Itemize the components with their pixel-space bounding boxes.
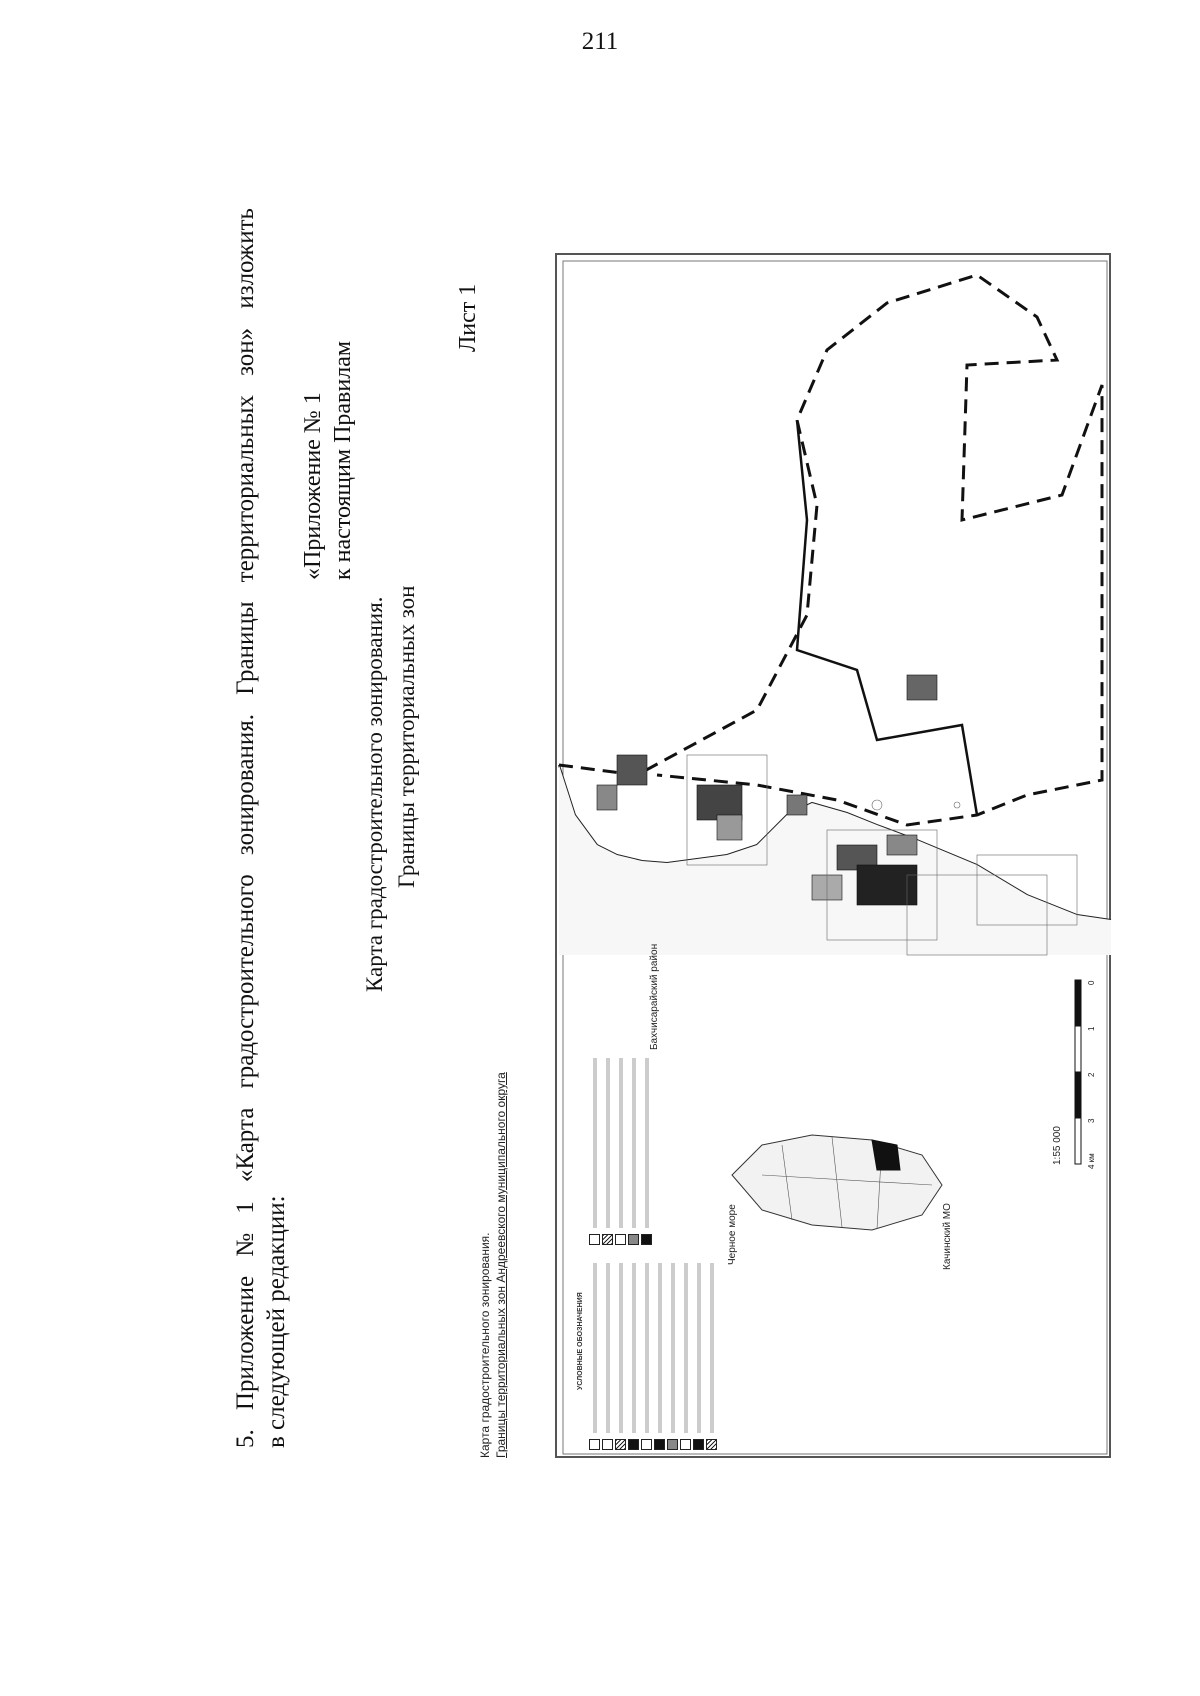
paragraph-line-2: в следующей редакции:	[263, 1195, 290, 1448]
legend-swatch	[628, 1234, 639, 1245]
para-word: изложить	[232, 208, 259, 309]
legend-item	[692, 1263, 705, 1450]
map-legend	[577, 1058, 718, 1450]
label-bakhchisaray: Бахчисарайский район	[649, 943, 660, 1050]
map-title-line-2: Границы территориальных зон	[394, 585, 419, 888]
legend-swatch	[693, 1439, 704, 1450]
legend-swatch	[589, 1234, 600, 1245]
para-word: зон»	[232, 327, 259, 376]
legend-column-1	[588, 1263, 718, 1450]
appendix-line-2: к настоящим Правилам	[330, 340, 356, 580]
legend-text	[632, 1263, 636, 1433]
legend-swatch	[615, 1234, 626, 1245]
legend-swatch	[602, 1234, 613, 1245]
legend-item	[588, 1058, 601, 1245]
legend-item	[705, 1263, 718, 1450]
legend-text	[619, 1058, 623, 1228]
inset-locator-map	[722, 1115, 952, 1245]
map-caption-2: Границы территориальных зон Андреевского муниципального округа	[494, 1072, 508, 1458]
legend-item	[614, 1263, 627, 1450]
legend-text	[606, 1263, 610, 1433]
legend-swatch	[641, 1234, 652, 1245]
legend-text	[593, 1263, 597, 1433]
para-word: зонирования.	[232, 714, 259, 856]
para-word: градостроительного	[232, 874, 259, 1089]
para-word: Границы	[232, 601, 259, 695]
label-black-sea: Черное море	[727, 1204, 738, 1265]
para-word: «Карта	[232, 1107, 259, 1183]
page-number: 211	[581, 28, 619, 55]
legend-swatch	[589, 1439, 600, 1450]
legend-swatch	[667, 1439, 678, 1450]
paragraph-line-1	[232, 208, 260, 1448]
para-word: территориальных	[232, 395, 259, 583]
legend-item	[679, 1263, 692, 1450]
para-word: Приложение	[232, 1275, 259, 1411]
para-word: №	[232, 1232, 259, 1257]
legend-text	[684, 1263, 688, 1433]
legend-swatch	[628, 1439, 639, 1450]
appendix-line-1: «Приложение № 1	[300, 392, 326, 580]
legend-swatch	[706, 1439, 717, 1450]
legend-swatch	[654, 1439, 665, 1450]
legend-text	[632, 1058, 636, 1228]
legend-text	[645, 1263, 649, 1433]
legend-text	[645, 1058, 649, 1228]
legend-item	[601, 1058, 614, 1245]
legend-text	[697, 1263, 701, 1433]
para-word: 5.	[232, 1429, 259, 1448]
legend-text	[593, 1058, 597, 1228]
legend-swatch	[602, 1439, 613, 1450]
map-caption-1: Карта градостроительного зонирования.	[478, 1232, 492, 1458]
legend-item	[614, 1058, 627, 1245]
legend-text	[671, 1263, 675, 1433]
legend-item	[666, 1263, 679, 1450]
legend-item	[627, 1263, 640, 1450]
legend-item	[640, 1058, 653, 1245]
scale-tick: 4 км	[1087, 1153, 1096, 1169]
legend-text	[606, 1058, 610, 1228]
sheet-label: Лист 1	[455, 283, 481, 352]
legend-item	[627, 1058, 640, 1245]
map-title-line-1: Карта градостроительного зонирования.	[362, 596, 387, 992]
legend-item	[640, 1263, 653, 1450]
scale-tick: 1	[1087, 1026, 1096, 1031]
scale-tick: 3	[1087, 1118, 1096, 1123]
legend-swatch	[615, 1439, 626, 1450]
legend-text	[658, 1263, 662, 1433]
legend-text	[710, 1263, 714, 1433]
legend-item	[588, 1263, 601, 1450]
scale-tick: 0	[1087, 980, 1096, 985]
legend-title: УСЛОВНЫЕ ОБОЗНАЧЕНИЯ	[577, 1292, 584, 1390]
legend-item	[601, 1263, 614, 1450]
label-kachinsky-mo: Качинский МО	[942, 1203, 953, 1270]
map-figure	[555, 253, 1111, 1458]
para-word: 1	[232, 1201, 259, 1214]
legend-swatch	[641, 1439, 652, 1450]
scale-text: 1:55 000	[1052, 1126, 1063, 1165]
legend-item	[653, 1263, 666, 1450]
legend-swatch	[680, 1439, 691, 1450]
legend-column-2	[588, 1058, 718, 1245]
scale-tick: 2	[1087, 1072, 1096, 1077]
legend-text	[619, 1263, 623, 1433]
